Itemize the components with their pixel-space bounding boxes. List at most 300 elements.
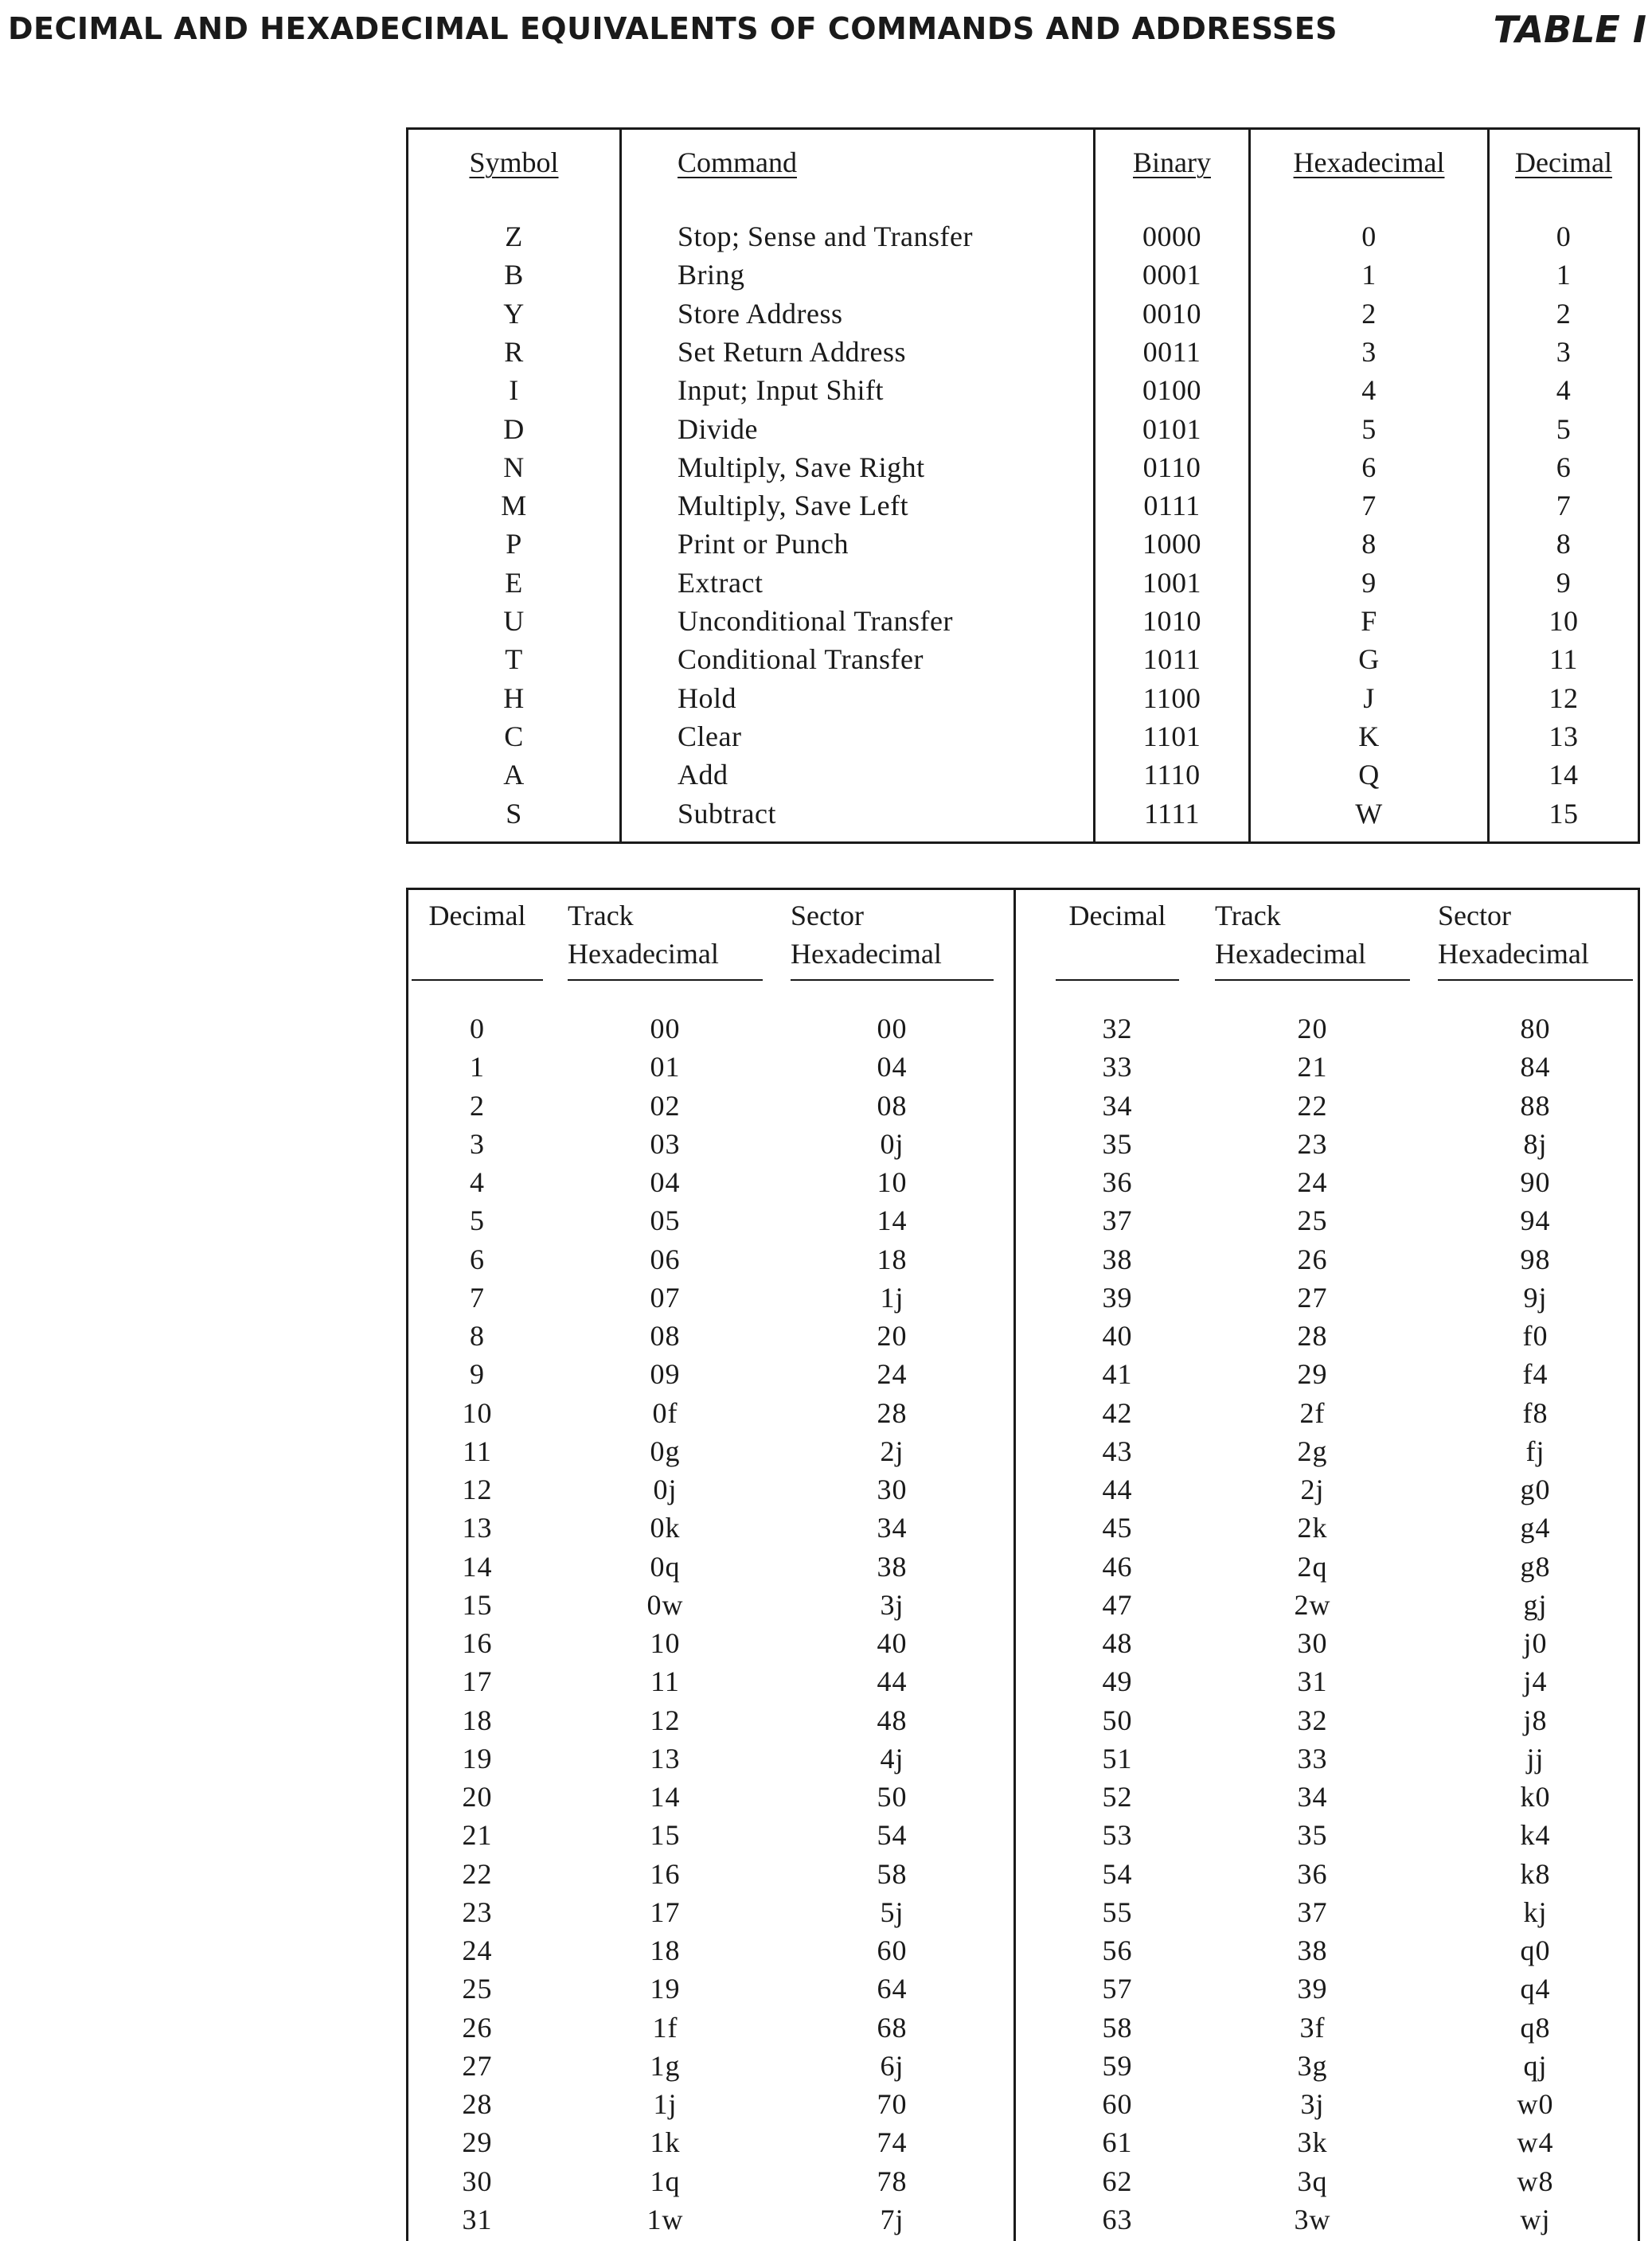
track-hex-cell: 1j [653,2088,678,2120]
sector-hex-cell: 98 [1520,1243,1551,1275]
sector-hex-cell: f4 [1522,1358,1549,1391]
track-hex-cell: 0f [652,1396,678,1429]
track-hex-cell: 21 [1297,1051,1328,1083]
track-hex-cell: 08 [650,1320,681,1352]
sector-hex-cell: 54 [877,1819,908,1852]
sector-hex-cell: 5j [880,1895,904,1928]
hexadecimal-cell: 7 [1361,490,1377,522]
track-hex-cell: 22 [1297,1089,1328,1122]
sector-hex-cell: wj [1520,2203,1551,2235]
decimal-cell: 30 [462,2165,493,2197]
sector-hex-cell: 40 [877,1627,908,1659]
decimal-cell: 36 [1102,1166,1133,1198]
sector-hex-cell: 8j [1523,1127,1548,1160]
commands-table [406,127,1640,844]
decimal-cell: 5 [470,1204,485,1237]
decimal-cell: 24 [462,1935,493,1966]
track-hex-cell: 1g [650,2049,681,2082]
decimal-cell: 11 [463,1435,492,1467]
command-cell: Print or Punch [678,528,849,560]
decimal-cell: 44 [1102,1474,1133,1505]
command-cell: Conditional Transfer [678,643,924,676]
track-hex-cell: 3q [1297,2165,1328,2197]
binary-cell: 0000 [1142,221,1201,252]
decimal-cell: 51 [1102,1742,1133,1774]
decimal-cell: 20 [462,1781,493,1813]
sector-hex-cell: 04 [877,1051,908,1083]
command-cell: Clear [678,720,742,752]
track-hex-cell: 35 [1297,1819,1328,1852]
binary-cell: 1101 [1142,720,1201,752]
track-hex-cell: 2j [1300,1474,1325,1505]
decimal-cell: 7 [1556,490,1572,522]
track-hex-cell: 3j [1300,2088,1325,2120]
decimal-cell: 15 [1549,797,1579,830]
decimal-cell: 60 [1102,2088,1133,2120]
track-hex-cell: 20 [1297,1013,1328,1044]
track-hex-cell: 1f [652,2011,678,2044]
decimal-cell: 8 [1556,528,1572,560]
track-hex-cell: 29 [1297,1358,1328,1391]
decimal-cell: 47 [1102,1588,1133,1621]
track-hex-cell: 0k [650,1512,681,1544]
symbol-cell: I [509,374,519,407]
track-hex-cell: 3w [1294,2203,1331,2235]
decimal-cell: 39 [1102,1281,1133,1314]
hexadecimal-cell: J [1363,681,1375,714]
command-cell: Set Return Address [678,335,906,368]
left-decimal-header: Decimal [412,896,543,973]
binary-cell: 1000 [1142,528,1201,560]
track-hex-cell: 36 [1297,1857,1328,1890]
track-hex-cell: 03 [650,1127,681,1160]
command-cell: Store Address [678,297,843,330]
command-cell: Input; Input Shift [678,374,884,407]
sector-hex-cell: jj [1526,1742,1545,1774]
left-sector-column [791,890,994,2241]
decimal-cell: 50 [1102,1704,1133,1736]
decimal-cell: 49 [1102,1665,1133,1698]
track-hex-cell: 27 [1297,1281,1328,1314]
decimal-cell: 18 [462,1704,493,1736]
symbol-cell: Z [505,221,523,252]
hexadecimal-cell: Q [1358,759,1380,791]
track-hex-cell: 3k [1297,2126,1328,2159]
binary-cell: 0100 [1142,374,1201,407]
track-hex-cell: 0w [646,1588,684,1621]
track-hex-cell: 26 [1297,1243,1328,1275]
left-sector-header: Sector Hexadecimal [791,896,994,973]
decimal-cell: 28 [462,2088,493,2120]
decimal-cell: 12 [1549,681,1579,714]
symbol-cell: T [505,643,523,676]
symbol-cell: E [505,566,523,599]
right-track-header: Track Hexadecimal [1215,896,1410,973]
track-hex-cell: 10 [650,1627,681,1659]
sector-hex-cell: 10 [877,1166,908,1198]
track-hex-cell: 18 [650,1935,681,1966]
track-hex-cell: 0q [650,1550,681,1583]
decimal-cell: 56 [1102,1935,1133,1966]
track-hex-cell: 33 [1297,1742,1328,1774]
track-hex-cell: 3g [1297,2049,1328,2082]
command-cell: Multiply, Save Left [678,490,909,522]
track-hex-cell: 13 [650,1742,681,1774]
symbol-cell: C [504,720,524,752]
sector-hex-cell: 48 [877,1704,908,1736]
binary-column [1093,130,1248,841]
sector-hex-cell: 08 [877,1089,908,1122]
sector-hex-cell: 50 [877,1781,908,1813]
sector-hex-cell: w4 [1517,2126,1554,2159]
sector-hex-cell: j8 [1523,1704,1548,1736]
sector-hex-cell: kj [1523,1895,1548,1928]
command-cell: Subtract [678,797,776,830]
decimal-header: Decimal [1515,146,1612,178]
sector-hex-cell: k4 [1520,1819,1551,1852]
sector-hex-cell: 38 [877,1550,908,1583]
hexadecimal-cell: W [1355,797,1383,830]
binary-cell: 1010 [1142,605,1201,637]
track-hex-cell: 23 [1297,1127,1328,1160]
sector-hex-cell: 58 [877,1857,908,1890]
decimal-cell: 12 [462,1474,493,1505]
decimal-cell: 10 [462,1396,493,1429]
binary-cell: 1100 [1142,681,1201,714]
binary-cell: 0001 [1142,259,1201,291]
track-hex-cell: 16 [650,1857,681,1890]
decimal-cell: 4 [470,1166,485,1198]
track-hex-cell: 1w [646,2203,684,2235]
page-title: DECIMAL AND HEXADECIMAL EQUIVALENTS OF COMMANDS AND ADDRESSES [8,11,1338,46]
decimal-cell: 14 [1549,759,1579,791]
track-hex-cell: 11 [650,1665,680,1698]
track-hex-cell: 17 [650,1895,681,1928]
sector-hex-cell: gj [1523,1588,1548,1621]
decimal-cell: 40 [1102,1320,1133,1352]
decimal-cell: 48 [1102,1627,1133,1659]
track-hex-cell: 0g [650,1435,681,1467]
hexadecimal-cell: G [1358,643,1380,676]
sector-hex-cell: k8 [1520,1857,1551,1890]
sector-hex-cell: 88 [1520,1089,1551,1122]
symbol-header: Symbol [469,146,559,178]
track-hex-cell: 2f [1299,1396,1326,1429]
command-header: Command [678,146,797,178]
sector-hex-cell: 9j [1523,1281,1548,1314]
hexadecimal-cell: 4 [1361,374,1377,407]
left-track-column [568,890,763,2241]
hexadecimal-cell: 5 [1361,412,1377,445]
hexadecimal-column [1248,130,1487,841]
track-hex-cell: 02 [650,1089,681,1122]
sector-hex-cell: 14 [877,1204,908,1237]
sector-hex-cell: 34 [877,1512,908,1544]
track-hex-cell: 01 [650,1051,681,1083]
hexadecimal-cell: F [1361,605,1377,637]
track-hex-cell: 07 [650,1281,681,1314]
decimal-cell: 0 [1556,221,1572,252]
decimal-cell: 55 [1102,1895,1133,1928]
sector-hex-cell: 74 [877,2126,908,2159]
sector-hex-cell: 2j [880,1435,904,1467]
decimal-cell: 4 [1556,374,1572,407]
sector-hex-cell: fj [1525,1435,1545,1467]
decimal-cell: 37 [1102,1204,1133,1237]
sector-hex-cell: 4j [880,1742,904,1774]
sector-hex-cell: 28 [877,1396,908,1429]
symbol-column [408,130,619,841]
hexadecimal-cell: K [1358,720,1380,752]
decimal-cell: 17 [462,1665,493,1698]
decimal-cell: 1 [1556,259,1572,291]
track-hex-cell: 12 [650,1704,681,1736]
track-hex-cell: 0j [653,1474,678,1505]
sector-hex-cell: q8 [1520,2011,1551,2044]
right-track-column [1215,890,1410,2241]
sector-hex-cell: 0j [880,1127,904,1160]
sector-hex-cell: 70 [877,2088,908,2120]
symbol-cell: A [503,759,525,791]
track-hex-cell: 05 [650,1204,681,1237]
hexadecimal-cell: 3 [1361,335,1377,368]
decimal-cell: 41 [1102,1358,1133,1391]
header-rule [791,979,994,981]
track-hex-cell: 04 [650,1166,681,1198]
decimal-cell: 8 [470,1320,485,1352]
decimal-cell: 9 [1556,566,1572,599]
binary-cell: 1001 [1142,566,1201,599]
sector-hex-cell: g4 [1520,1512,1551,1544]
track-hex-cell: 3f [1299,2011,1326,2044]
left-decimal-column [412,890,543,2241]
sector-hex-cell: qj [1523,2049,1548,2082]
symbol-cell: M [501,490,527,522]
sector-hex-cell: w0 [1517,2088,1554,2120]
track-hex-cell: 1q [650,2165,681,2197]
decimal-cell: 32 [1102,1013,1133,1044]
symbol-cell: S [506,797,522,830]
sector-hex-cell: 84 [1520,1051,1551,1083]
header-rule [1215,979,1410,981]
sector-hex-cell: j4 [1523,1665,1548,1698]
sector-hex-cell: j0 [1523,1627,1548,1659]
header-rule [1056,979,1179,981]
header-rule [412,979,543,981]
track-hex-cell: 39 [1297,1973,1328,2005]
sector-hex-cell: g8 [1520,1550,1551,1583]
decimal-cell: 59 [1102,2049,1133,2082]
decimal-cell: 7 [470,1281,485,1314]
decimal-cell: 52 [1102,1781,1133,1813]
binary-cell: 1011 [1142,643,1201,676]
hexadecimal-header: Hexadecimal [1293,146,1445,178]
command-cell: Bring [678,259,745,291]
sector-hex-cell: 6j [880,2049,904,2082]
addresses-right-half [1013,890,1638,2241]
binary-cell: 1110 [1143,759,1201,791]
decimal-cell: 6 [1556,451,1572,483]
hexadecimal-cell: 2 [1361,297,1377,330]
sector-hex-cell: 80 [1520,1013,1551,1044]
command-cell: Stop; Sense and Transfer [678,221,973,252]
track-hex-cell: 2k [1297,1512,1328,1544]
right-decimal-column [1056,890,1179,2241]
decimal-cell: 57 [1102,1973,1133,2005]
symbol-cell: B [504,259,524,291]
sector-hex-cell: 7j [880,2203,904,2235]
binary-cell: 0110 [1142,451,1201,483]
decimal-cell: 6 [470,1243,485,1275]
track-hex-cell: 2q [1297,1550,1328,1583]
track-hex-cell: 1k [650,2126,681,2159]
decimal-cell: 29 [462,2126,493,2159]
decimal-cell: 3 [470,1127,485,1160]
decimal-cell: 11 [1549,643,1578,676]
decimal-cell: 10 [1549,605,1579,637]
binary-header: Binary [1133,146,1211,178]
decimal-cell: 0 [470,1013,485,1044]
decimal-cell: 23 [462,1895,493,1928]
track-hex-cell: 06 [650,1243,681,1275]
binary-cell: 0010 [1142,297,1201,330]
decimal-cell: 3 [1556,335,1572,368]
command-cell: Add [678,759,728,791]
track-hex-cell: 24 [1297,1166,1328,1198]
sector-hex-cell: 1j [880,1281,904,1314]
sector-hex-cell: 20 [877,1320,908,1352]
decimal-cell: 2 [1556,297,1572,330]
decimal-cell: 1 [470,1051,485,1083]
hexadecimal-cell: 0 [1361,221,1377,252]
sector-hex-cell: 68 [877,2011,908,2044]
sector-hex-cell: 3j [880,1588,904,1621]
page-header [8,6,1646,54]
decimal-cell: 14 [462,1550,493,1583]
decimal-cell: 21 [462,1819,493,1852]
decimal-cell: 31 [462,2203,493,2235]
hexadecimal-cell: 6 [1361,451,1377,483]
track-hex-cell: 09 [650,1358,681,1391]
sector-hex-cell: 64 [877,1973,908,2005]
binary-cell: 0101 [1142,412,1201,445]
decimal-cell: 34 [1102,1089,1133,1122]
symbol-cell: D [503,412,525,445]
decimal-cell: 25 [462,1973,493,2005]
right-sector-header: Sector Hexadecimal [1438,896,1633,973]
sector-hex-cell: q0 [1520,1935,1551,1966]
addresses-table [406,888,1640,2241]
header-rule [568,979,763,981]
track-hex-cell: 25 [1297,1204,1328,1237]
command-cell: Divide [678,412,758,445]
binary-cell: 0011 [1142,335,1201,368]
decimal-cell: 62 [1102,2165,1133,2197]
symbol-cell: R [504,335,524,368]
decimal-cell: 5 [1556,412,1572,445]
decimal-cell: 53 [1102,1819,1133,1852]
sector-hex-cell: 78 [877,2165,908,2197]
decimal-cell: 38 [1102,1243,1133,1275]
track-hex-cell: 34 [1297,1781,1328,1813]
decimal-cell: 13 [462,1512,493,1544]
header-rule [1438,979,1633,981]
decimal-cell: 19 [462,1742,493,1774]
decimal-cell: 63 [1102,2203,1133,2235]
sector-hex-cell: f0 [1522,1320,1549,1352]
command-cell: Hold [678,681,736,714]
decimal-cell: 27 [462,2049,493,2082]
track-hex-cell: 32 [1297,1704,1328,1736]
decimal-cell: 13 [1549,720,1579,752]
decimal-cell: 45 [1102,1512,1133,1544]
table-label: TABLE I [1493,8,1646,51]
left-track-header: Track Hexadecimal [568,896,763,973]
hexadecimal-cell: 8 [1361,528,1377,560]
binary-cell: 0111 [1143,490,1201,522]
decimal-cell: 33 [1102,1051,1133,1083]
track-hex-cell: 38 [1297,1935,1328,1966]
decimal-cell: 54 [1102,1857,1133,1890]
symbol-cell: N [503,451,525,483]
decimal-cell: 26 [462,2011,493,2044]
symbol-cell: U [503,605,525,637]
track-hex-cell: 28 [1297,1320,1328,1352]
decimal-cell: 61 [1102,2126,1133,2159]
track-hex-cell: 2g [1297,1435,1328,1467]
sector-hex-cell: 30 [877,1474,908,1505]
command-cell: Multiply, Save Right [678,451,925,483]
sector-hex-cell: 24 [877,1358,908,1391]
track-hex-cell: 30 [1297,1627,1328,1659]
decimal-cell: 15 [462,1588,493,1621]
addresses-left-half [408,890,1013,2241]
decimal-column [1487,130,1638,841]
command-cell: Unconditional Transfer [678,605,953,637]
symbol-cell: Y [503,297,525,330]
command-column [619,130,1093,841]
sector-hex-cell: 90 [1520,1166,1551,1198]
decimal-cell: 58 [1102,2011,1133,2044]
sector-hex-cell: 00 [877,1013,908,1044]
decimal-cell: 46 [1102,1550,1133,1583]
symbol-cell: P [506,528,522,560]
right-decimal-header: Decimal [1056,896,1179,973]
decimal-cell: 9 [470,1358,485,1391]
sector-hex-cell: f8 [1522,1396,1549,1429]
symbol-cell: H [503,681,525,714]
sector-hex-cell: w8 [1517,2165,1554,2197]
binary-cell: 1111 [1144,797,1200,830]
sector-hex-cell: 18 [877,1243,908,1275]
decimal-cell: 43 [1102,1435,1133,1467]
sector-hex-cell: q4 [1520,1973,1551,2005]
right-sector-column [1438,890,1633,2241]
sector-hex-cell: 60 [877,1935,908,1966]
sector-hex-cell: k0 [1520,1781,1551,1813]
decimal-cell: 2 [470,1089,485,1122]
hexadecimal-cell: 9 [1361,566,1377,599]
sector-hex-cell: g0 [1520,1474,1551,1505]
track-hex-cell: 14 [650,1781,681,1813]
sector-hex-cell: 94 [1520,1204,1551,1237]
command-cell: Extract [678,566,764,599]
track-hex-cell: 15 [650,1819,681,1852]
track-hex-cell: 37 [1297,1895,1328,1928]
track-hex-cell: 19 [650,1973,681,2005]
track-hex-cell: 2w [1294,1588,1331,1621]
track-hex-cell: 00 [650,1013,681,1044]
